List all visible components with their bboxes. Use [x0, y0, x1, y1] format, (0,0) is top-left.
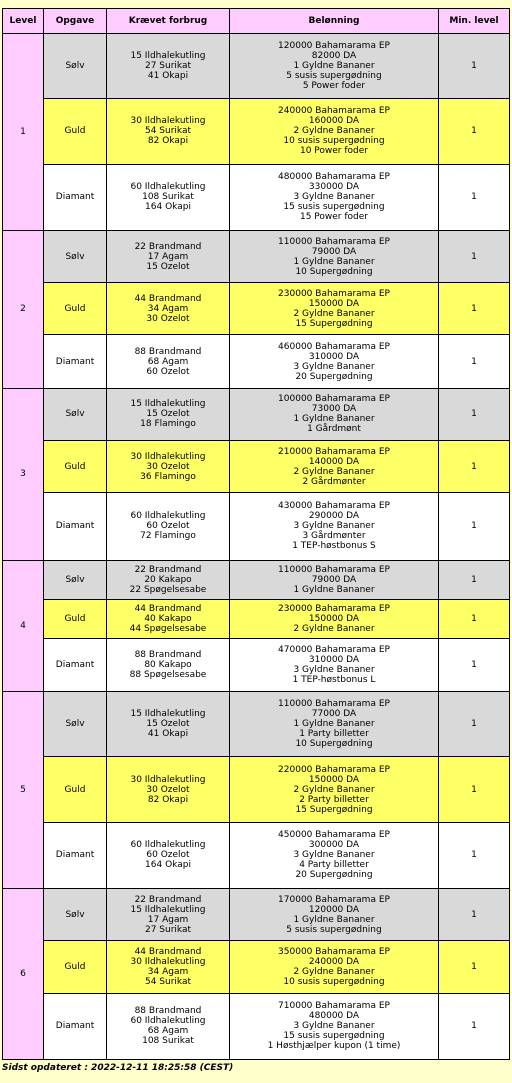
reward-line: 140000 DA: [308, 456, 360, 467]
header-required-consumption: Krævet forbrug: [107, 9, 230, 34]
min-level-cell: 1: [439, 560, 510, 599]
required-consumption-cell: [107, 692, 230, 757]
reward-line: 73000 DA: [311, 404, 357, 415]
requirement-line: 27 Surikat: [144, 924, 192, 935]
required-consumption-cell: [107, 599, 230, 638]
requirement-line: 164 Okapi: [145, 202, 191, 213]
requirement-line: 22 Brandmand: [134, 241, 202, 252]
reward-line: 230000 Bahamarama EP: [278, 288, 390, 299]
reward-line: 460000 Bahamarama EP: [278, 341, 390, 352]
requirement-line: 68 Agam: [147, 1026, 189, 1037]
requirement-line: 60 Ildhalekutling: [130, 511, 206, 522]
required-consumption-cell: [107, 440, 230, 492]
task-cell: Guld: [44, 99, 107, 164]
task-cell: Sølv: [44, 560, 107, 599]
requirement-line: 22 Brandmand: [134, 564, 202, 575]
reward-line: 15 susis supergødning: [283, 1031, 385, 1042]
requirement-line: 15 Ozelot: [146, 409, 190, 420]
reward-line: 5 Power foder: [302, 81, 366, 92]
quest-table: [2, 8, 510, 1060]
task-cell: Sølv: [44, 34, 107, 99]
requirement-line: 15 Ildhalekutling: [130, 51, 206, 62]
reward-line: 240000 DA: [308, 956, 360, 967]
reward-line: 710000 Bahamarama EP: [278, 1001, 390, 1012]
quest-row: [3, 99, 510, 164]
reward-line: 350000 Bahamarama EP: [278, 946, 390, 957]
reward-line: 230000 Bahamarama EP: [278, 603, 390, 614]
requirement-line: 15 Ozelot: [146, 261, 190, 272]
min-level-cell: 1: [439, 822, 510, 888]
reward-cell: [230, 493, 439, 560]
reward-line: 150000 DA: [308, 774, 360, 785]
requirement-line: 82 Okapi: [147, 136, 189, 147]
requirement-line: 108 Surikat: [142, 192, 194, 203]
requirement-line: 60 Ozelot: [146, 366, 190, 377]
reward-cell: [230, 692, 439, 757]
requirement-line: 54 Surikat: [144, 976, 192, 987]
min-level-cell: 1: [439, 335, 510, 388]
reward-line: 15 susis supergødning: [283, 202, 385, 213]
reward-line: 10 Supergødning: [295, 266, 373, 277]
min-level-cell: 1: [439, 638, 510, 691]
reward-cell: [230, 822, 439, 888]
reward-line: 3 Gyldne Bananer: [293, 850, 375, 861]
requirement-line: 60 Ozelot: [146, 850, 190, 861]
required-consumption-cell: [107, 560, 230, 599]
min-level-cell: 1: [439, 99, 510, 164]
task-cell: Diamant: [44, 164, 107, 230]
min-level-cell: 1: [439, 164, 510, 230]
reward-line: 1 Gyldne Bananer: [293, 61, 375, 72]
requirement-line: 15 Ildhalekutling: [130, 904, 206, 915]
level-cell: 6: [3, 889, 44, 1060]
reward-cell: [230, 283, 439, 335]
min-level-cell: 1: [439, 941, 510, 993]
requirement-line: 60 Ildhalekutling: [130, 840, 206, 851]
reward-line: 77000 DA: [311, 709, 357, 720]
reward-line: 15 Supergødning: [295, 318, 373, 329]
reward-cell: [230, 99, 439, 164]
header-level: Level: [3, 9, 44, 34]
header-task: Opgave: [44, 9, 107, 34]
task-cell: Guld: [44, 941, 107, 993]
min-level-cell: 1: [439, 388, 510, 440]
reward-line: 2 Gyldne Bananer: [293, 126, 375, 137]
requirement-line: 88 Spøgelsesabe: [129, 670, 207, 680]
required-consumption-cell: [107, 34, 230, 99]
reward-line: 4 Party billetter: [299, 860, 369, 871]
reward-line: 10 susis supergødning: [283, 976, 385, 987]
requirement-line: 30 Ozelot: [146, 461, 190, 472]
reward-line: 330000 DA: [308, 182, 360, 193]
requirement-line: 44 Spøgelsesabe: [129, 623, 207, 634]
level-cell: 4: [3, 560, 44, 692]
reward-cell: [230, 440, 439, 492]
reward-line: 1 TEP-høstbonus S: [292, 541, 376, 552]
quest-row: [3, 993, 510, 1059]
reward-line: 82000 DA: [311, 51, 357, 62]
reward-line: 150000 DA: [308, 298, 360, 309]
required-consumption-cell: [107, 99, 230, 164]
requirement-line: 44 Brandmand: [134, 946, 202, 957]
quest-row: [3, 692, 510, 757]
task-cell: Guld: [44, 440, 107, 492]
requirement-line: 30 Ildhalekutling: [130, 956, 206, 967]
reward-line: 220000 Bahamarama EP: [278, 764, 390, 775]
reward-cell: [230, 560, 439, 599]
task-cell: Guld: [44, 599, 107, 638]
reward-cell: [230, 941, 439, 993]
requirement-line: 54 Surikat: [144, 126, 192, 137]
requirement-line: 15 Ozelot: [146, 719, 190, 730]
requirement-line: 80 Kakapo: [144, 660, 192, 670]
last-updated-footer: Sidst opdateret : 2022-12-11 18:25:58 (CEST): [2, 1063, 234, 1073]
quest-row: [3, 34, 510, 99]
requirement-line: 30 Ildhalekutling: [130, 774, 206, 785]
reward-line: 480000 DA: [308, 1011, 360, 1022]
level-cell: 5: [3, 692, 44, 889]
required-consumption-cell: [107, 164, 230, 230]
quest-row: [3, 164, 510, 230]
required-consumption-cell: [107, 941, 230, 993]
requirement-line: 60 Ildhalekutling: [130, 1016, 206, 1027]
reward-line: 3 Gårdmønter: [302, 531, 366, 542]
required-consumption-cell: [107, 493, 230, 560]
reward-line: 150000 DA: [308, 613, 360, 624]
reward-cell: [230, 335, 439, 388]
reward-cell: [230, 34, 439, 99]
reward-line: 110000 Bahamarama EP: [278, 699, 390, 710]
requirement-line: 60 Ozelot: [146, 521, 190, 532]
reward-line: 290000 DA: [308, 511, 360, 522]
reward-cell: [230, 757, 439, 822]
reward-line: 20 Supergødning: [295, 870, 373, 881]
reward-line: 450000 Bahamarama EP: [278, 830, 390, 841]
reward-line: 3 Gyldne Bananer: [293, 1021, 375, 1032]
requirement-line: 164 Okapi: [145, 860, 191, 871]
reward-line: 2 Gyldne Bananer: [293, 966, 375, 977]
quest-row: [3, 388, 510, 440]
requirement-line: 108 Surikat: [142, 1036, 194, 1047]
reward-line: 5 susis supergødning: [286, 71, 382, 82]
min-level-cell: 1: [439, 230, 510, 282]
quest-row: [3, 757, 510, 822]
reward-line: 1 Gyldne Bananer: [293, 719, 375, 730]
reward-cell: [230, 230, 439, 282]
requirement-line: 20 Kakapo: [144, 574, 192, 585]
required-consumption-cell: [107, 230, 230, 282]
requirement-line: 34 Agam: [147, 303, 189, 314]
reward-line: 15 Supergødning: [295, 804, 373, 815]
reward-cell: [230, 638, 439, 691]
reward-line: 10 Power foder: [299, 146, 368, 157]
requirement-line: 68 Agam: [147, 356, 189, 367]
reward-line: 2 Gyldne Bananer: [293, 784, 375, 795]
task-cell: Sølv: [44, 889, 107, 941]
reward-line: 1 Gårdmønt: [307, 424, 361, 435]
reward-cell: [230, 388, 439, 440]
reward-line: 310000 DA: [308, 655, 360, 665]
reward-line: 470000 Bahamarama EP: [278, 645, 390, 655]
task-cell: Sølv: [44, 692, 107, 757]
min-level-cell: 1: [439, 440, 510, 492]
reward-line: 120000 Bahamarama EP: [278, 41, 390, 52]
reward-line: 10 Supergødning: [295, 739, 373, 750]
reward-line: 1 Gyldne Bananer: [293, 256, 375, 267]
reward-line: 2 Gyldne Bananer: [293, 623, 375, 634]
task-cell: Diamant: [44, 638, 107, 691]
reward-line: 100000 Bahamarama EP: [278, 394, 390, 405]
reward-line: 1 Gyldne Bananer: [293, 414, 375, 425]
requirement-line: 27 Surikat: [144, 61, 192, 72]
requirement-line: 15 Ildhalekutling: [130, 709, 206, 720]
quest-row: [3, 335, 510, 388]
requirement-line: 88 Brandmand: [134, 650, 202, 660]
requirement-line: 88 Brandmand: [134, 346, 202, 357]
min-level-cell: 1: [439, 599, 510, 638]
reward-line: 3 Gyldne Bananer: [293, 521, 375, 532]
requirement-line: 30 Ozelot: [146, 784, 190, 795]
quest-row: [3, 440, 510, 492]
task-cell: Diamant: [44, 335, 107, 388]
requirement-line: 17 Agam: [147, 914, 189, 925]
level-cell: 1: [3, 34, 44, 231]
min-level-cell: 1: [439, 493, 510, 560]
reward-line: 430000 Bahamarama EP: [278, 501, 390, 512]
reward-line: 1 Party billetter: [299, 729, 369, 740]
task-cell: Sølv: [44, 388, 107, 440]
min-level-cell: 1: [439, 993, 510, 1059]
reward-line: 2 Gyldne Bananer: [293, 308, 375, 319]
quest-row: [3, 599, 510, 638]
reward-line: 170000 Bahamarama EP: [278, 894, 390, 905]
requirement-line: 44 Brandmand: [134, 293, 202, 304]
quest-row: [3, 283, 510, 335]
requirement-line: 30 Ildhalekutling: [130, 451, 206, 462]
header-reward: Belønning: [230, 9, 439, 34]
reward-cell: [230, 599, 439, 638]
level-cell: 2: [3, 230, 44, 388]
reward-cell: [230, 993, 439, 1059]
reward-line: 1 Gyldne Bananer: [293, 584, 375, 595]
task-cell: Diamant: [44, 993, 107, 1059]
requirement-line: 41 Okapi: [147, 71, 189, 82]
reward-line: 240000 Bahamarama EP: [278, 106, 390, 117]
quest-row: [3, 560, 510, 599]
requirement-line: 41 Okapi: [147, 729, 189, 740]
reward-line: 3 Gyldne Bananer: [293, 192, 375, 203]
task-cell: Diamant: [44, 822, 107, 888]
reward-line: 1 Gyldne Bananer: [293, 914, 375, 925]
quest-row: [3, 822, 510, 888]
quest-row: [3, 638, 510, 691]
reward-line: 10 susis supergødning: [283, 136, 385, 147]
header-min-level: Min. level: [439, 9, 510, 34]
reward-line: 1 TEP-høstbonus L: [292, 675, 376, 685]
requirement-line: 30 Ildhalekutling: [130, 116, 206, 127]
requirement-line: 17 Agam: [147, 251, 189, 262]
requirement-line: 44 Brandmand: [134, 603, 202, 614]
reward-line: 3 Gyldne Bananer: [293, 361, 375, 372]
reward-cell: [230, 889, 439, 941]
required-consumption-cell: [107, 388, 230, 440]
required-consumption-cell: [107, 757, 230, 822]
min-level-cell: 1: [439, 34, 510, 99]
required-consumption-cell: [107, 638, 230, 691]
reward-line: 2 Gårdmønter: [302, 476, 366, 487]
quest-row: [3, 889, 510, 941]
reward-line: 5 susis supergødning: [286, 924, 382, 935]
task-cell: Sølv: [44, 230, 107, 282]
quest-row: [3, 493, 510, 560]
reward-line: 79000 DA: [311, 246, 357, 257]
required-consumption-cell: [107, 283, 230, 335]
reward-line: 120000 DA: [308, 904, 360, 915]
reward-line: 110000 Bahamarama EP: [278, 564, 390, 575]
requirement-line: 82 Okapi: [147, 794, 189, 805]
requirement-line: 72 Flamingo: [140, 531, 196, 542]
quest-table-body: [3, 34, 510, 1060]
reward-line: 2 Party billetter: [299, 794, 369, 805]
reward-cell: [230, 164, 439, 230]
reward-line: 110000 Bahamarama EP: [278, 236, 390, 247]
requirement-line: 22 Brandmand: [134, 894, 202, 905]
min-level-cell: 1: [439, 889, 510, 941]
requirement-line: 30 Ozelot: [146, 313, 190, 324]
reward-line: 300000 DA: [308, 840, 360, 851]
required-consumption-cell: [107, 889, 230, 941]
requirement-line: 40 Kakapo: [144, 613, 192, 624]
requirement-line: 36 Flamingo: [140, 471, 196, 482]
requirement-line: 88 Brandmand: [134, 1006, 202, 1017]
level-cell: 3: [3, 388, 44, 560]
reward-line: 2 Gyldne Bananer: [293, 466, 375, 477]
required-consumption-cell: [107, 993, 230, 1059]
reward-line: 160000 DA: [308, 116, 360, 127]
task-cell: Guld: [44, 283, 107, 335]
required-consumption-cell: [107, 335, 230, 388]
requirement-line: 15 Ildhalekutling: [130, 399, 206, 410]
reward-line: 20 Supergødning: [295, 371, 373, 382]
required-consumption-cell: [107, 822, 230, 888]
min-level-cell: 1: [439, 692, 510, 757]
reward-line: 480000 Bahamarama EP: [278, 172, 390, 183]
min-level-cell: 1: [439, 757, 510, 822]
requirement-line: 60 Ildhalekutling: [130, 182, 206, 193]
quest-row: [3, 230, 510, 282]
header-row: [3, 9, 510, 34]
reward-line: 3 Gyldne Bananer: [293, 665, 375, 675]
reward-line: 310000 DA: [308, 351, 360, 362]
reward-line: 1 Høsthjælper kupon (1 time): [267, 1041, 401, 1052]
task-cell: Diamant: [44, 493, 107, 560]
requirement-line: 34 Agam: [147, 966, 189, 977]
requirement-line: 18 Flamingo: [140, 419, 196, 430]
reward-line: 15 Power foder: [299, 212, 368, 223]
reward-line: 210000 Bahamarama EP: [278, 446, 390, 457]
reward-line: 79000 DA: [311, 574, 357, 585]
min-level-cell: 1: [439, 283, 510, 335]
requirement-line: 22 Spøgelsesabe: [129, 584, 207, 595]
task-cell: Guld: [44, 757, 107, 822]
quest-row: [3, 941, 510, 993]
